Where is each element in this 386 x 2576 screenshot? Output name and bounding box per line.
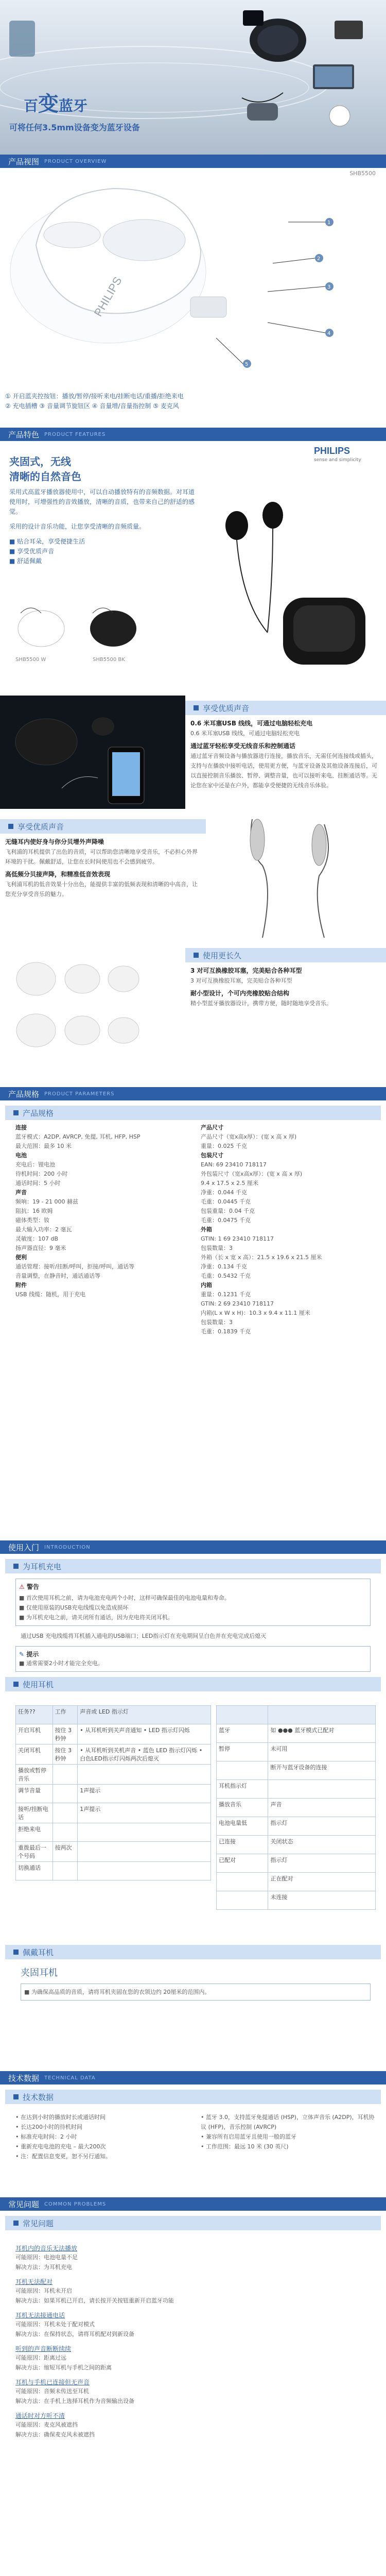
eartips-image [5, 948, 180, 1061]
feature-paragraph: 采用式高蓝牙播放器使用中，可以自动播放特有的音频数据。对耳道使用时，可增强性的音效播放，清晰的音质，也带来自己的舒适的感觉。 [9, 488, 195, 515]
table-cell: 接听/挂断电话 [16, 1803, 53, 1823]
table-cell [268, 1706, 376, 1724]
table-cell: 指示灯 [268, 1854, 376, 1873]
spec-line: 待机时间：200 小时 [15, 1171, 68, 1177]
table-cell: 1声提示 [78, 1785, 211, 1803]
faq-answer: 可能原因：距离过远 [15, 2354, 66, 2361]
table-cell: 断开与蓝牙设备的连接 [268, 1761, 376, 1780]
use-title: 使用耳机 [5, 1677, 381, 1691]
warning-icon: ⚠ [19, 1583, 25, 1590]
faq-list [15, 2239, 376, 2439]
tip-label: ✎ 提示 [19, 1651, 39, 1658]
faq-answer: 可能原因：耳机未开启 [15, 2287, 72, 2294]
table-cell: 未连接 [268, 1891, 376, 1910]
feature-2-body-2: 飞利浦耳机的低音效果十分出色，能提供丰富的低频表现和清晰的中高音，让您充分享受音乐的魅力。 [5, 881, 198, 897]
table-row [217, 1706, 376, 1724]
table-row [217, 1836, 376, 1854]
hero-subtitle: 可将任何3.5mm设备变为蓝牙设备 [9, 123, 140, 132]
usage-table-right-wrap [216, 1705, 376, 1910]
table-cell: 蓝牙 [217, 1724, 268, 1743]
faq-question: 耳机无法配对 [15, 2278, 53, 2285]
table-cell: 播放或暂停音乐 [16, 1765, 53, 1785]
table-row [217, 1780, 376, 1799]
table-cell [78, 1823, 211, 1842]
faq-question: 听到的声音断断续续 [15, 2345, 72, 2352]
hero-title-highlight: 变 [38, 92, 59, 116]
svg-text:3: 3 [327, 284, 331, 290]
table-cell: 1声提示 [78, 1803, 211, 1823]
table-row [217, 1761, 376, 1780]
table-cell: 声音或 LED 指示灯 [78, 1706, 211, 1724]
table-cell: 拒绝来电 [16, 1823, 53, 1842]
feature-1-heading-2: 通过蓝牙轻松享受无线音乐和控制通话 [190, 742, 296, 750]
spec-title: 产品规格 [5, 1106, 381, 1120]
table-cell: 重拨最后一个号码 [16, 1842, 53, 1862]
feature-2-heading-2: 高低频分贝接声降，和精准低音效表现 [5, 871, 111, 878]
warning-item: ■ 首次使用耳机之前，请为电池充电两个小时，这样可确保最佳的电池电量和寿命。 [19, 1595, 230, 1601]
table-cell: 电池电量低 [217, 1817, 268, 1836]
spec-line: 包装重量：0.04 千克 [201, 1208, 255, 1214]
usage-table-right [216, 1705, 376, 1910]
feature-3-body-2: 精小型蓝牙播放器设计，携带方便，随时随地享受音乐。 [190, 1000, 332, 1007]
spec-line: 附件 [15, 1282, 27, 1289]
hero-title-part: 蓝牙 [59, 97, 88, 114]
faq-title: 常见问题 [5, 2216, 381, 2230]
table-cell [52, 1862, 78, 1880]
faq-answer: 可能原因：麦克风被遮挡 [15, 2421, 78, 2428]
feature-1-heading: 0.6 米耳塞USB 线线，可通过电脑轻松充电 [190, 720, 313, 727]
variant-caption-white: SHB5500 W [15, 657, 46, 663]
table-cell: 关闭耳机 [16, 1744, 53, 1765]
warning-item: ■ 仅使用原装的USB充电线缆以免造成损坏 [19, 1604, 129, 1611]
spec-line: 最大范围：最多 10 米 [15, 1143, 72, 1149]
spec-line: 毛重：0.0475 千克 [201, 1217, 251, 1224]
table-row [217, 1799, 376, 1817]
faq-question: 耳机与手机已连接但无声音 [15, 2379, 90, 2386]
legend-line-1: ① 开启蓝夹控按钮：播放/暂停/接听来电/挂断电话/重播/拒绝来电 [5, 393, 184, 400]
feature-1-body: 0.6 米耳塞USB 线线，可通过电脑轻松充电 [190, 730, 300, 737]
spec-line: 外包装尺寸（宽x高x厚）：(宽 x 高 x 厚) [201, 1171, 303, 1177]
spec-line: 外箱 [201, 1226, 212, 1233]
faq-answer: 解决方法：在手机上选择耳机作为音频输出设备 [15, 2398, 134, 2404]
spec-line: 通话时间：5 小时 [15, 1180, 61, 1187]
spec-line: 音量调整，在静音时，通话通话等 [15, 1273, 100, 1279]
faq-answer: 解决方法：在保持状态，请将耳机配对到新设备 [15, 2331, 134, 2337]
spec-line: GTIN: 1 69 23410 718117 [201, 1235, 274, 1242]
tip-item: ■ 通常需要2小时才能完全充电。 [19, 1660, 103, 1667]
table-cell [52, 1823, 78, 1842]
spec-line: 重量：0.025 千克 [201, 1143, 247, 1149]
usage-table-left [15, 1705, 211, 1880]
spec-line: 产品尺寸（宽x高x厚）：(宽 x 高 x 厚) [201, 1133, 297, 1140]
table-row [217, 1817, 376, 1836]
feature-3-body: 3 对可互换橡胶耳塞，完美贴合各种耳型 [190, 977, 292, 984]
faq-answer: 可能原因：耳机未处于配对模式 [15, 2321, 95, 2328]
hero-title [24, 88, 87, 117]
feature-1-body-2: 通过蓝牙音频设备与播放器进行连接，播放音乐，无需任何连接线或插头，支持与在播放中接听电话，使用更方便，与蓝牙设备及其他设备连接后，可以直接控制音乐播放、暂停、调整音量，也可以接听来电、挂断通话等。无论您在家中还是在户外，都能享受便捷的无线音乐体验。 [190, 753, 377, 789]
table-row [16, 1706, 211, 1724]
table-row [16, 1862, 211, 1880]
spec-line: 包装数量：3 [201, 1319, 233, 1326]
feature-1-text [190, 719, 381, 790]
table-cell: 指示灯 [268, 1817, 376, 1836]
feature-sub-3: 使用更长久 [185, 948, 386, 962]
philips-tagline: sense and simplicity [314, 457, 361, 463]
section-bar-features: 产品特色 PRODUCT FEATURES [0, 428, 386, 441]
faq-question: 耳机内的音乐无法播放 [15, 2245, 78, 2252]
faq-answer: 解决方法：为耳机充电 [15, 2264, 72, 2270]
spec-line: 扬声器直径：9 毫米 [15, 1245, 66, 1251]
warning-item: ■ 为耳机充电之前，请关闭所有通话，因为充电将关闭耳机。 [19, 1614, 173, 1621]
spec-line: 便利 [15, 1254, 27, 1261]
feature-bullet: ■ 享受优质声音 [9, 548, 55, 555]
wear-title: 佩戴耳机 [5, 1945, 381, 1959]
table-row [217, 1854, 376, 1873]
table-cell: 暂停 [217, 1743, 268, 1761]
table-row [16, 1842, 211, 1862]
product-black-image [206, 469, 381, 685]
table-row [16, 1744, 211, 1765]
table-row [217, 1873, 376, 1891]
spec-right-list [201, 1123, 376, 1336]
spec-line: EAN: 69 23410 718117 [201, 1161, 267, 1168]
tip-icon: ✎ [19, 1651, 25, 1658]
table-cell: • 从耳机听到关声音通知 • LED 指示灯闪烁 [78, 1724, 211, 1744]
spec-line: 充电后：锂电池 [15, 1161, 55, 1168]
usage-table-left-wrap [15, 1705, 211, 1880]
svg-text:4: 4 [327, 331, 331, 336]
spec-line: 毛重：0.5432 千克 [201, 1273, 251, 1279]
table-cell: 工作 [52, 1706, 78, 1724]
feature-3-heading-2: 耐小型设计，个可内壳橡胶贴合结构 [190, 990, 290, 997]
feature-2-body: 飞利浦的耳机提供了出色的音质，可以帮助您清晰地享受音乐，不必担心外界环境的干扰。佩戴舒适，让您在长时间使用也不会感到疲劳。 [5, 849, 198, 865]
spec-line: 阻抗：16 欧姆 [15, 1208, 53, 1214]
table-cell: 任务?? [16, 1706, 53, 1724]
faq-answer: 解决方法：如果耳机已开启，请长按开关按钮重新开启蓝牙功能 [15, 2297, 174, 2304]
table-cell: 按两次 [52, 1842, 78, 1862]
spec-line: 频响：19 - 21 000 赫兹 [15, 1198, 78, 1205]
svg-text:PHILIPS: PHILIPS [91, 274, 125, 319]
variant-caption-black: SHB5500 BK [93, 657, 125, 663]
table-cell: 关闭状态 [268, 1836, 376, 1854]
table-cell: 声音 [268, 1799, 376, 1817]
spec-line: 声音 [15, 1189, 27, 1196]
spec-line: 净重：0.134 千克 [201, 1263, 247, 1270]
section-bar-spec: 产品规格 PRODUCT PARAMETERS [0, 1087, 386, 1100]
feature-image-2 [211, 809, 386, 943]
faq-question: 耳机无法接通电话 [15, 2312, 65, 2319]
table-cell [78, 1842, 211, 1862]
svg-text:2: 2 [317, 256, 321, 262]
table-cell: 开启耳机 [16, 1724, 53, 1744]
model-label: SHB5500 [349, 170, 376, 177]
faq-answer: 解决方法：缩短耳机与手机之间的距离 [15, 2364, 112, 2371]
overview-legend [5, 392, 381, 411]
table-cell: 按住 3 秒钟 [52, 1724, 78, 1744]
spec-line: USB 线缆：随机，用于充电 [15, 1291, 86, 1298]
legend-line-2: ② 充电插槽 ③ 音量调节旋钮区 ④ 音量增/音量指控制 ⑤ 麦克风 [5, 402, 179, 410]
feature-intro [9, 453, 195, 566]
table-row [217, 1724, 376, 1743]
table-row [217, 1891, 376, 1910]
product-variants-image [10, 598, 165, 654]
spec-line: GTIN: 2 69 23410 718117 [201, 1300, 274, 1307]
faq-answer: 解决方法：确保麦克风未被遮挡 [15, 2431, 95, 2438]
spec-line: 重量：0.1231 千克 [201, 1291, 251, 1298]
table-cell [217, 1891, 268, 1910]
spec-left-list [15, 1123, 185, 1299]
spec-line: 磁体类型：钕 [15, 1217, 49, 1224]
philips-logo: PHILIPS [314, 446, 350, 456]
feature-image-1 [0, 696, 185, 809]
feature-sub-1: 享受优质声音 [185, 701, 386, 715]
tech-right: • 蓝牙 3.0，支持蓝牙免提通话 (HSP)，立体声音乐 (A2DP)，耳机协议 (HFP)，音乐控制 (AVRCP) • 兼容所有启用蓝牙且使用一般的蓝牙 • 工作范围：最远 10 米 (30 英尺) [201, 2114, 375, 2150]
section-bar-overview: 产品视图 PRODUCT OVERVIEW [0, 155, 386, 168]
table-cell: • 从耳机听到关机声音 • 蓝色 LED 指示灯闪烁 • 白色LED指示灯闪烁两次后熄灭 [78, 1744, 211, 1765]
warning-box [15, 1579, 371, 1626]
hero-title-part: 百 [24, 97, 39, 114]
faq-answer: 可能原因：电池电量不足 [15, 2254, 78, 2261]
table-cell [78, 1862, 211, 1880]
table-cell: 如 ●●● 蓝牙模式已配对 [268, 1724, 376, 1743]
feature-3-heading: 3 对可互换橡胶耳塞，完美贴合各种耳型 [190, 967, 302, 974]
section-bar-intro: 使用入门 INTRODUCTION [0, 1540, 386, 1554]
table-cell [52, 1785, 78, 1803]
spec-line: 外箱（长 x 宽 x 高）：21.5 x 19.6 x 21.5 厘米 [201, 1254, 322, 1261]
feature-2-heading: 无缝耳内使好身与你分贝增外声降噪 [5, 838, 104, 845]
table-row [16, 1724, 211, 1744]
table-cell: 未可用 [268, 1743, 376, 1761]
table-cell: 耳机指示灯 [217, 1780, 268, 1799]
table-row [16, 1765, 211, 1785]
table-cell: 已连接 [217, 1836, 268, 1854]
tip-box [15, 1646, 371, 1672]
table-cell [217, 1761, 268, 1780]
faq-answer: 可能原因：音频未传送至耳机 [15, 2388, 89, 2395]
spec-line: 9.4 x 17.5 x 2.5 厘米 [201, 1180, 258, 1187]
table-cell: 切换通话 [16, 1862, 53, 1880]
tech-left: • 在达到小时的播放时长或通话时间 • 长达200小时的待机时间 • 标准充电时间：2 小时 • 重新充电电池的充电 – 最大200次 • 注：配置信息变更，恕不另行通知。 [15, 2114, 111, 2160]
table-cell [78, 1765, 211, 1785]
spec-line: 内箱 [201, 1282, 212, 1289]
product-overview-image [0, 168, 386, 395]
feature-2-text [5, 837, 201, 899]
spec-line: 通话管理：接听/挂断/呼叫，拒接/呼叫，通话等 [15, 1263, 135, 1270]
feature-bullet: ■ 贴合耳朵，享受便捷生活 [9, 538, 85, 545]
table-cell: 按住 3 秒钟 [52, 1744, 78, 1765]
feature-heading-2: 清晰的自然音色 [9, 470, 81, 483]
table-cell: 已配对 [217, 1854, 268, 1873]
hero-banner [0, 0, 386, 155]
charge-title: 为耳机充电 [5, 1559, 381, 1573]
wear-subtitle: 夹固耳机 [21, 1968, 58, 1978]
table-row [16, 1785, 211, 1803]
table-cell: 正在配对 [268, 1873, 376, 1891]
spec-line: 连接 [15, 1124, 27, 1131]
section-bar-tech: 技术数据 TECHNICAL DATA [0, 2071, 386, 2084]
table-cell: 调节音量 [16, 1785, 53, 1803]
spec-line: 内箱(L x W x H)：10.3 x 9.4 x 11.1 厘米 [201, 1310, 310, 1316]
charge-info: 通过USB 充电线缆将耳机插入通电的USB端口；LED指示灯在充电期间呈白色并在充电完成后熄灭 [21, 1633, 267, 1639]
spec-line: 净重：0.044 千克 [201, 1189, 247, 1196]
feature-sub-2: 享受优质声音 [0, 819, 206, 834]
table-cell [52, 1765, 78, 1785]
feature-heading-1: 夹固式，无线 [9, 455, 71, 468]
wear-tip [21, 1984, 371, 2001]
feature-3-text [190, 966, 381, 1008]
table-cell: 播放音乐 [217, 1799, 268, 1817]
table-cell [268, 1780, 376, 1799]
spec-line: 产品尺寸 [201, 1124, 223, 1131]
table-row [16, 1823, 211, 1842]
spec-line: 灵敏度：107 dB [15, 1235, 59, 1242]
wear-tip-text: ■ 为确保高品质的音质，请将耳机夹固在您的衣领边约 20厘米的范围内。 [24, 1989, 210, 1995]
spec-line: 包装数量：3 [201, 1245, 233, 1251]
spec-line: 电池 [15, 1152, 27, 1159]
table-row [217, 1743, 376, 1761]
warning-label: ⚠ 警告 [19, 1583, 39, 1590]
section-bar-faq: 常见问题 COMMON PROBLEMS [0, 2197, 386, 2211]
svg-text:1: 1 [327, 220, 331, 226]
spec-line: 蓝牙模式：A2DP, AVRCP, 免提, 耳机, HFP, HSP [15, 1133, 141, 1140]
spec-line: 包装尺寸 [201, 1152, 223, 1159]
table-cell [52, 1803, 78, 1823]
svg-text:5: 5 [245, 362, 249, 367]
tech-title: 技术数据 [5, 2090, 381, 2104]
spec-line: 毛重：0.0445 千克 [201, 1198, 251, 1205]
faq-question: 通话时对方听不清 [15, 2412, 65, 2419]
spec-line: 最大输入功率：2 毫瓦 [15, 1226, 72, 1233]
table-cell [217, 1706, 268, 1724]
feature-bullet: ■ 舒适佩戴 [9, 557, 42, 565]
table-cell [217, 1873, 268, 1891]
table-row [16, 1803, 211, 1823]
spec-line: 毛重：0.1839 千克 [201, 1328, 251, 1335]
feature-paragraph-2: 采用的设计音乐功能，让您享受清晰的音频质量。 [9, 523, 146, 530]
